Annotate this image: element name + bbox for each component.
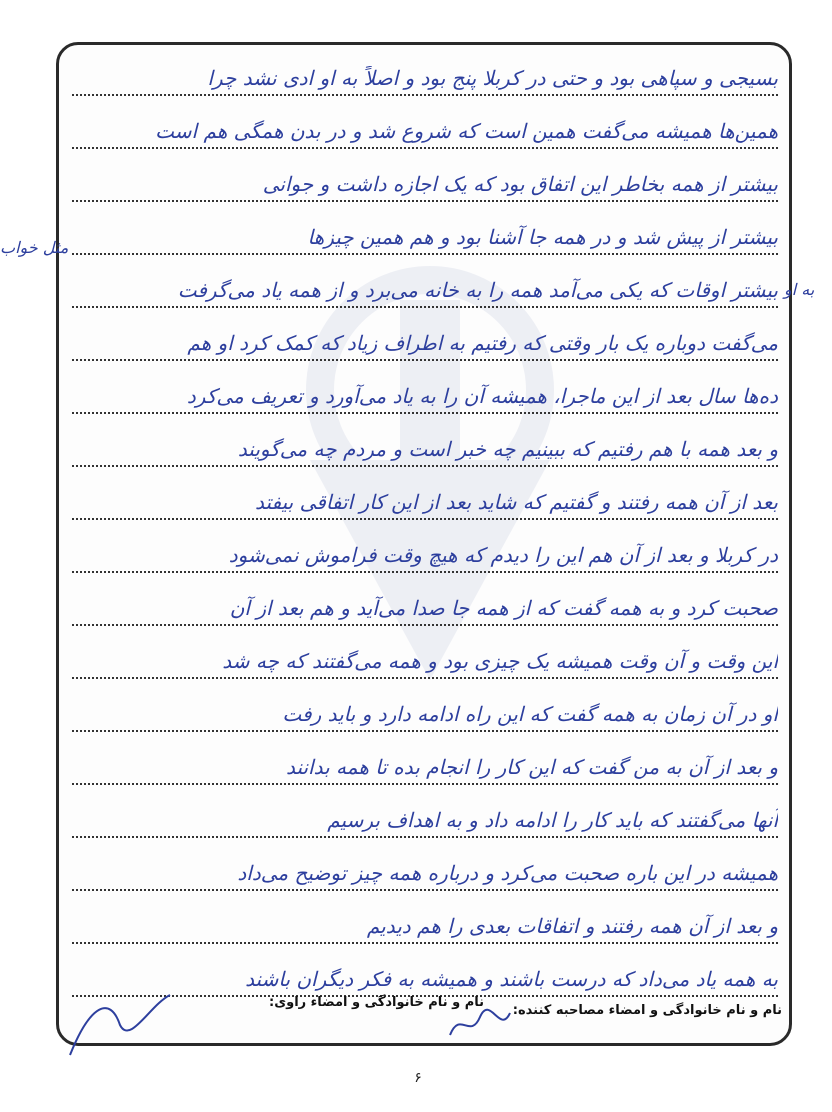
handwritten-line: در کربلا و بعد از آن هم این را دیدم که هیچ وقت فراموش نمی‌شود: [228, 543, 778, 567]
handwritten-line: بیشتر اوقات که یکی می‌آمد همه را به خانه می‌برد و از همه یاد می‌گرفت: [177, 278, 778, 302]
narrator-signature-label: نام و نام خانوادگی و امضاء راوی:: [269, 995, 484, 1010]
ruled-line: [72, 200, 778, 202]
interviewer-signature: [445, 1005, 515, 1045]
handwritten-line: به همه یاد می‌داد که درست باشند و همیشه به فکر دیگران باشند: [245, 967, 778, 991]
ruled-line: [72, 889, 778, 891]
interviewer-signature-label: نام و نام خانوادگی و امضاء مصاحبه کننده:: [512, 1003, 782, 1018]
handwritten-line: همین‌ها همیشه می‌گفت همین است که شروع شد و در بدن همگی هم است: [155, 119, 778, 143]
handwritten-line: و بعد از آن همه رفتند و اتفاقات بعدی را هم دیدیم: [366, 914, 778, 938]
handwritten-line: و بعد همه با هم رفتیم که ببینیم چه خبر است و مردم چه می‌گویند: [237, 437, 778, 461]
handwritten-line: این وقت و آن وقت همیشه یک چیزی بود و همه می‌گفتند که چه شد: [222, 649, 778, 673]
ruled-line: [72, 677, 778, 679]
handwritten-line: و بعد از آن به من گفت که این کار را انجام بده تا همه بدانند: [285, 755, 778, 779]
handwritten-line: صحبت کرد و به همه گفت که از همه جا صدا می‌آید و هم بعد از آن: [229, 596, 778, 620]
handwritten-body: [72, 46, 778, 991]
ruled-line: [72, 783, 778, 785]
ruled-line: [72, 624, 778, 626]
handwritten-line: می‌گفت دوباره یک بار وقتی که رفتیم به اطراف زیاد که کمک کرد او هم: [187, 331, 778, 355]
handwritten-line: ده‌ها سال بعد از این ماجرا، همیشه آن را به یاد می‌آورد و تعریف می‌کرد: [186, 384, 778, 408]
signature-footer: [80, 995, 782, 1033]
handwritten-line: همیشه در این باره صحبت می‌کرد و درباره همه چیز توضیح می‌داد: [237, 861, 778, 885]
ruled-line: [72, 942, 778, 944]
ruled-line: [72, 836, 778, 838]
ruled-line: [72, 518, 778, 520]
ruled-line: [72, 730, 778, 732]
handwritten-line: بسیجی و سپاهی بود و حتی در کربلا پنج بود و اصلاً به او ادی نشد چرا: [207, 66, 778, 90]
handwritten-line: بیشتر از پیش شد و در همه جا آشنا بود و هم همین چیزها: [307, 225, 778, 249]
ruled-line: [72, 465, 778, 467]
ruled-line: [72, 571, 778, 573]
handwritten-line: آنها می‌گفتند که باید کار را ادامه داد و به اهداف برسیم: [327, 808, 778, 832]
ruled-line: [72, 147, 778, 149]
ruled-line: [72, 253, 778, 255]
ruled-line: [72, 412, 778, 414]
margin-note: به او: [784, 280, 815, 299]
ruled-line: [72, 94, 778, 96]
page-number: ۶: [414, 1070, 422, 1086]
handwritten-line: بعد از آن همه رفتند و گفتیم که شاید بعد از این کار اتفاقی بیفتد: [255, 490, 778, 514]
margin-note: مثل خواب: [0, 238, 69, 257]
handwritten-line: او در آن زمان به همه گفت که این راه ادامه دارد و باید رفت: [282, 702, 778, 726]
narrator-signature: [60, 985, 180, 1065]
handwritten-line: بیشتر از همه بخاطر این اتفاق بود که یک اجازه داشت و جوانی: [262, 172, 778, 196]
ruled-line: [72, 359, 778, 361]
ruled-line: [72, 306, 778, 308]
